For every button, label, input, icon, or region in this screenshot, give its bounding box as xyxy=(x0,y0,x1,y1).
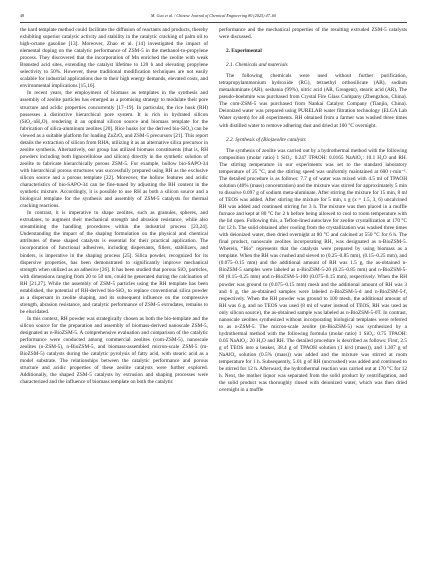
running-header xyxy=(20,11,407,21)
page-number: 48 xyxy=(20,13,25,18)
right-paragraph-0: performance and the mechanical properties of the resulting extruded ZSM-5 catalysts were discussed. xyxy=(219,27,407,41)
header-rule xyxy=(20,22,407,23)
left-paragraph-1: the hard template method could facilitate the diffusion of reactants and products, thereby exhibiting superior catalytic activity and stability in the catalytic cracking of palm oil to high-octane gasoline [13]. Moreover, Zhao et al. [14] investigated the impact of elemental doping on the catalytic performance of ZSM-5 in the methanol-to-propylene process. They discovered that the incorporation of Mn enriched the zeolite with weak Brønsted acid sites, extending the catalyst lifetime to 120 h and elevating propylene selectivity to 50%. However, these traditional modification techniques are not easily scalable for industrial applications due to their high energy demands, elevated costs, and environmental implications [15,16]. xyxy=(20,27,208,90)
left-column xyxy=(20,27,208,557)
subsection-title-chemicals: 2.1. Chemicals and materials xyxy=(226,62,288,69)
right-paragraph-1: The following chemicals were used without further purification, tetrapropylammonium hydroxide (RG), tetraethyl orthosilicate (AR), sodium metaaluminate (AR), sesbania (99%), nitric acid (AR, Greagent), stearic acid (AR). The pseudo-boehmite was purchased from Crystal Fire Glass Company (Zhengzhou, China). The com-ZSM-5 was purchased from Nankai Catalyst Company (Tianjin, China). Deionized water was prepared using PURELAB water filtration technology (ELGA Lab Water system) for all experiments. RH obtained from a farmer was washed three times with distilled water to remove adhering dust and dried at 100 °C overnight. xyxy=(219,73,407,129)
left-paragraph-4: In this context, RH powder was strategically chosen as both the bio-template and the silicon source for the preparation and assembly of biomass-derived nanoscale ZSM-5, designated as n-BioZSM-5. A comprehensive evaluation and comparison of the catalytic performance were conducted among commercial zeolites (com-ZSM-5), nanoscale zeolites (n-ZSM-5), n-BioZSM-5, and biomass-assembled micron-scale ZSM-5 (m-BioZSM-5) catalysts during the catalytic pyrolysis of fatty acid, with stearic acid as a model substrate. The relationships between the catalytic performance and porous structure and acidic properties of these zeolite catalysts were further explored. Additionally, the shaped ZSM-5 catalysts by extrusion and shaping processes were characterized and the influence of biomass template on both the catalytic xyxy=(20,315,208,386)
subsection-title-synthesis: 2.2. Synthesis of (Bio)zeolite catalysts xyxy=(226,136,306,143)
right-paragraph-2: The synthesis of zeolite was carried out by a hydrothermal method with the following composition (molar ratio) 1 SiO₂: 0.247 TPAOH: 0.0165 NaAlO₂: 10.1 H₂O and RH. The stirring temperature in our experiments was set to the standard laboratory temperature of 25 °C, and the stirring speed was uniformly maintained at 600 r·min⁻¹. The detailed procedure is as follows: 7.7 g of water was mixed with 4.5 ml of TPAOH solution (40% (mass) concentration) and the mixture was stirred for approximately 5 min to dissolve 0.097 g of sodium meta-aluminate. After stirring the mixture for 15 min, 8 ml of TEOS was added. After stirring the mixture for 5 min, x g (x = 1.5, 3, 6) uncalcined RH was added and continued stirring for 3 h. The mixture was then placed in a muffle furnace and kept at 80 °C for 2 h before being allowed to cool to room temperature with the lid open. Following this, a Teflon-lined autoclave for zeolite crystallization at 170 °C for 12 h. The solid obtained after cooling from the crystallization was washed three times with deionized water, then dried overnight at 80 °C and calcined at 550 °C for 6 h. The final product, nanoscale zeolites incorporating RH, was designated as n-BioZSM-5. Wherein, “Bio” represents that the catalysts were prepared by using biomass as a template. When the RH was crushed and sieved to (0.25–0.85 mm), (0.15–0.25 mm), and (0.075–0.15 mm) and the additional amount of RH was 1.5 g, the as-obtained n-BioZSM-5 samples were labeled as n-BioZSM-5-20 (0.25–0.85 mm) and n-BioZSM-5-60 (0.15–0.25 mm) and n-BioZSM-5-100 (0.075–0.15 mm), respectively. When the RH powder was ground to (0.075–0.15 mm) mesh and the additional amount of RH was 3 and 6 g, the as-obtained samples were labeled n-BioZSM-5-d and n-BioZSM-5-f, respectively. When the RH powder was ground to 100 mesh, the additional amount of RH was 6 g, and no TEOS was used (8 ml of water instead of TEOS, RH was used as only silicon source), the as-obtained sample was labeled as n-BioZSM-5-0T. In contrast, nanoscale zeolites synthesized without incorporating biological templates were referred to as n-ZSM-5. The micron-scale zeolite (m-BioZSM-5) was synthesized by a hydrothermal method with the following formula (molar ratio) 1 SiO₂: 0.75 TPAOH: 0.05 NaAlO₂: 20 H₂O and RH. The detailed procedure is described as follows: First, 2.5 g of TEOS into a beaker, 38.4 g of TPAOH solution (1 kl/d (mass)), and 1.307 g of NaAlO₂ solution (0.5% (mass)) was added and the mixture was stirred at room temperature for 1 h. Subsequently, 5.01 g of RH (uncrushed) was added and continued to be stirred for 12 h. Afterward, the hydrothermal reaction was carried out at 170 °C for 12 h. Next, the mother liquor was separated from the solid product by centrifugation, and the solid product was thoroughly rinsed with deionized water, which was then dried overnight in a muffle xyxy=(219,147,407,394)
journal-citation: M. Guo et al. / Chinese Journal of Chemical Engineering 80 (2025) 47–60 xyxy=(150,13,277,18)
section-title-experimental: 2. Experimental xyxy=(226,48,262,55)
left-paragraph-3: In contrast, it is imperative to shape zeolites, such as granules, spheres, and extrudates, to augment their mechanical strength and abrasion resistance, while also streamlining the handling procedures within the industrial process [23,24]. Understanding the impact of the shaping formulation on the physical and chemical attributes of these shaped catalysts is essential for their practical application. The incorporation of functional adhesives, including dispersants, fillers, stabilizers, and binders, is imperative in the shaping process [25]. Silica powder, recognized for its dispersive properties, has been demonstrated to significantly improve mechanical strength when utilized as an adhesive [26]. It has been studied that porous SiO₂ particles, with dimensions ranging from 20 to 50 nm, could be generated during the calcination of RH [21,27]. While the assembly of ZSM-5 particles using the RH template has been established, the potential of RH-derived bio-SiO₂ to replace conventional silica powder as a dispersant in zeolite shaping, and its subsequent influence on the compressive strength, abrasion resistance, and catalytic performance of ZSM-5 extrudates, remains to be elucidated. xyxy=(20,210,208,315)
right-column xyxy=(219,27,407,557)
left-paragraph-2: In recent years, the employment of biomass as templates in the synthesis and assembly of zeolite particles has emerged as a promising strategy to modulate their pore structure and acidic properties concurrently [17–19]. In particular, the rice husk (RH) possesses a distinctive hierarchical pore system. It is rich in hydrated silicon (SiO₂·nH₂O), rendering it an optimal silicon source and biomass template for the fabrication of silica-aluminum zeolites [20]. Rice husks (or the derived bio-SiO₂) can be viewed as a suitable platform for loading ZnZrOₓ and ZSM-5 precursors [21]. This report details the extraction of silicon from RHA, utilizing it as an alternative silica precursor in zeolite synthesis. Alternatively, our group has utilized biomass constituents (that is, RH powders including both lignocellulose and silicon) directly in the synthetic solution of zeolite to fabricate hierarchically porous ZSM-5. For example, hollow bio-SAPO-34 with hierarchical porous structures was successfully prepared using RH as the exclusive silicon source and a porous template [22]. Moreover, the hollow features and acidic characteristics of bio-SAPO-34 can be fine-tuned by adjusting the RH content in the synthetic mixture. Accordingly, it is possible to use RH as both a silicon source and a biological template for the synthesis and assembly of ZSM-5 catalysts for thermal cracking reactions. xyxy=(20,90,208,210)
